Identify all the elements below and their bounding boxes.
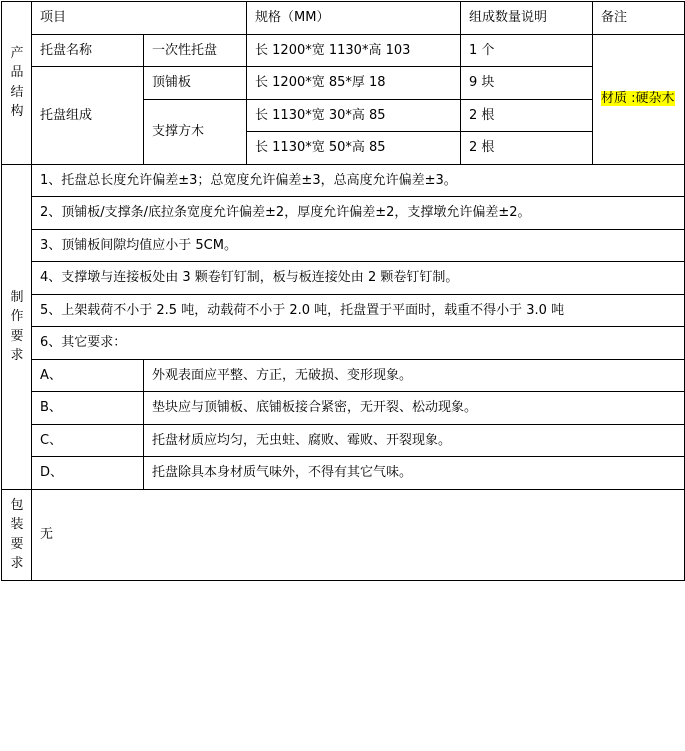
cell-group-pallet-composition: 托盘组成 (32, 67, 144, 165)
cell-qty-disposable-pallet: 1 个 (461, 34, 593, 67)
cell-qty-support-timber-50: 2 根 (461, 132, 593, 165)
cell-spec-support-timber-50: 长 1130*宽 50*高 85 (247, 132, 461, 165)
sub-requirement-text-c: 托盘材质应均匀，无虫蛀、腐败、霉败、开裂现象。 (144, 424, 685, 457)
table-row (2, 294, 685, 327)
table-row (2, 197, 685, 230)
cell-qty-support-timber-30: 2 根 (461, 99, 593, 132)
row-label-product-structure: 产品结构 (2, 2, 32, 165)
row-label-packaging-requirements: 包装要求 (2, 489, 32, 580)
table-row (2, 229, 685, 262)
specification-table (1, 1, 685, 581)
sub-requirement-letter-c: C、 (32, 424, 144, 457)
cell-remark-material (593, 34, 685, 164)
sub-requirement-text-a: 外观表面应平整、方正，无破损、变形现象。 (144, 359, 685, 392)
header-quantity: 组成数量说明 (461, 2, 593, 35)
header-remark: 备注 (593, 2, 685, 35)
requirement-item-1: 1、托盘总长度允许偏差±3；总宽度允许偏差±3，总高度允许偏差±3。 (32, 164, 685, 197)
cell-item-disposable-pallet: 一次性托盘 (144, 34, 247, 67)
remark-highlight-text: 材质 :硬杂木 (601, 91, 675, 107)
cell-spec-disposable-pallet: 长 1200*宽 1130*高 103 (247, 34, 461, 67)
cell-spec-support-timber-30: 长 1130*宽 30*高 85 (247, 99, 461, 132)
cell-item-support-timber: 支撑方木 (144, 99, 247, 164)
table-row (2, 67, 685, 100)
cell-qty-top-board: 9 块 (461, 67, 593, 100)
sub-requirement-letter-a: A、 (32, 359, 144, 392)
requirement-item-6: 6、其它要求： (32, 327, 685, 360)
sub-requirement-text-d: 托盘除具本身材质气味外，不得有其它气味。 (144, 457, 685, 490)
row-label-manufacture-requirements: 制作要求 (2, 164, 32, 489)
table-row (2, 489, 685, 580)
sub-requirement-text-b: 垫块应与顶铺板、底铺板接合紧密，无开裂、松动现象。 (144, 392, 685, 425)
table-row (2, 327, 685, 360)
requirement-item-5: 5、上架载荷不小于 2.5 吨，动载荷不小于 2.0 吨，托盘置于平面时，载重不得小于 3.0 吨 (32, 294, 685, 327)
table-row (2, 457, 685, 490)
table-row (2, 262, 685, 295)
sub-requirement-letter-b: B、 (32, 392, 144, 425)
table-row (2, 164, 685, 197)
table-row (2, 34, 685, 67)
table-row (2, 392, 685, 425)
spec-sheet (0, 1, 685, 751)
cell-group-pallet-name: 托盘名称 (32, 34, 144, 67)
cell-spec-top-board: 长 1200*宽 85*厚 18 (247, 67, 461, 100)
header-item: 项目 (32, 2, 247, 35)
table-header-row (2, 2, 685, 35)
cell-packaging-value: 无 (32, 489, 685, 580)
requirement-item-3: 3、顶铺板间隙均值应小于 5CM。 (32, 229, 685, 262)
cell-item-top-board: 顶铺板 (144, 67, 247, 100)
requirement-item-2: 2、顶铺板/支撑条/底拉条宽度允许偏差±2，厚度允许偏差±2，支撑墩允许偏差±2。 (32, 197, 685, 230)
table-row (2, 424, 685, 457)
table-row (2, 359, 685, 392)
sub-requirement-letter-d: D、 (32, 457, 144, 490)
requirement-item-4: 4、支撑墩与连接板处由 3 颗卷钉钉制，板与板连接处由 2 颗卷钉钉制。 (32, 262, 685, 295)
header-spec: 规格（MM） (247, 2, 461, 35)
